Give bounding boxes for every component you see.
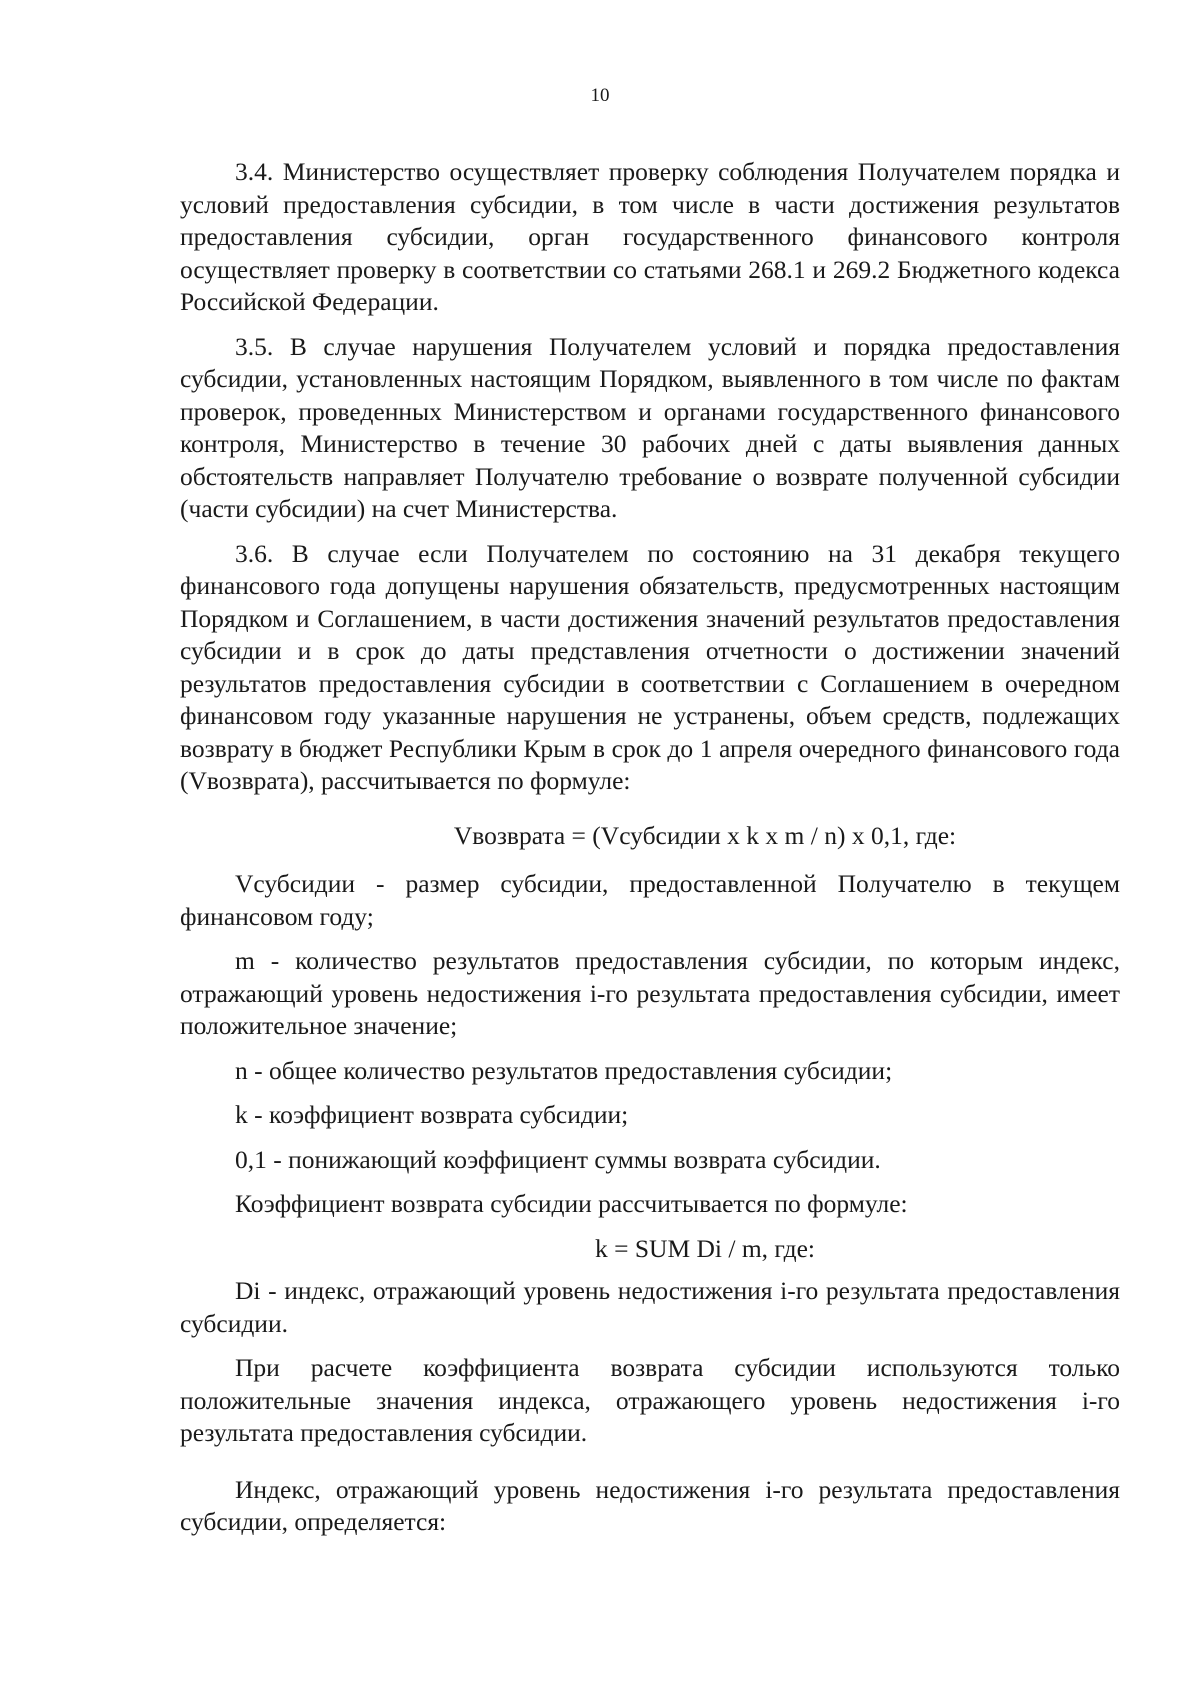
paragraph-calculation-note: При расчете коэффициента возврата субсидии используются только положительные значения индекса, отражающего уровень недостижения i-го результата предоставления субсидии. <box>180 1353 1120 1447</box>
definition-m: m - количество результатов предоставления субсидии, по которым индекс, отражающий уровень недостижения i-го результата предоставления субсидии, имеет положительное значение; <box>180 946 1120 1040</box>
definition-di: Di - индекс, отражающий уровень недостижения i-го результата предоставления субсидии. <box>180 1276 1120 1338</box>
definition-v-subsidy: Vсубсидии - размер субсидии, предоставленной Получателю в текущем финансовом году; <box>180 869 1120 931</box>
paragraph-index-definition: Индекс, отражающий уровень недостижения i-го результата предоставления субсидии, определяется: <box>180 1474 1120 1536</box>
paragraph-3-4: 3.4. Министерство осуществляет проверку соблюдения Получателем порядка и условий предоставления субсидии, в том числе в части достижения результатов предоставления субсидии, орган государственного финансового контроля осуществляет проверку в соответствии со статьями 268.1 и 269.2 Бюджетного кодекса Российской Федерации. <box>180 157 1120 316</box>
formula-k: k = SUM Di / m, где: <box>594 1233 815 1263</box>
definition-reduction-coefficient: 0,1 - понижающий коэффициент суммы возврата субсидии. <box>235 1144 881 1174</box>
paragraph-3-5: 3.5. В случае нарушения Получателем условий и порядка предоставления субсидии, установленных настоящим Порядком, выявленного в том числе по фактам проверок, проведенных Министерством и органами государственного финансового контроля, Министерство в течение 30 рабочих дней с даты выявления данных обстоятельств направляет Получателю требование о возврате полученной субсидии (части субсидии) на счет Министерства. <box>180 331 1120 523</box>
document-body <box>180 156 1120 1551</box>
definition-n: n - общее количество результатов предоставления субсидии; <box>235 1055 893 1085</box>
formula-v-return: Vвозврата = (Vсубсидии x k x m / n) x 0,1, где: <box>453 820 957 850</box>
page-number: 10 <box>590 85 610 106</box>
definition-k: k - коэффициент возврата субсидии; <box>235 1100 629 1129</box>
k-formula-intro: Коэффициент возврата субсидии рассчитывается по формуле: <box>235 1189 908 1218</box>
paragraph-3-6: 3.6. В случае если Получателем по состоянию на 31 декабря текущего финансового года допущены нарушения обязательств, предусмотренных настоящим Порядком и Соглашением, в части достижения значений результатов предоставления субсидии и в срок до даты представления отчетности о достижении значений результатов предоставления субсидии в соответствии с Соглашением в очередном финансовом году указанные нарушения не устранены, объем средств, подлежащих возврату в бюджет Республики Крым в срок до 1 апреля очередного финансового года (Vвозврата), рассчитывается по формуле: <box>180 538 1120 795</box>
